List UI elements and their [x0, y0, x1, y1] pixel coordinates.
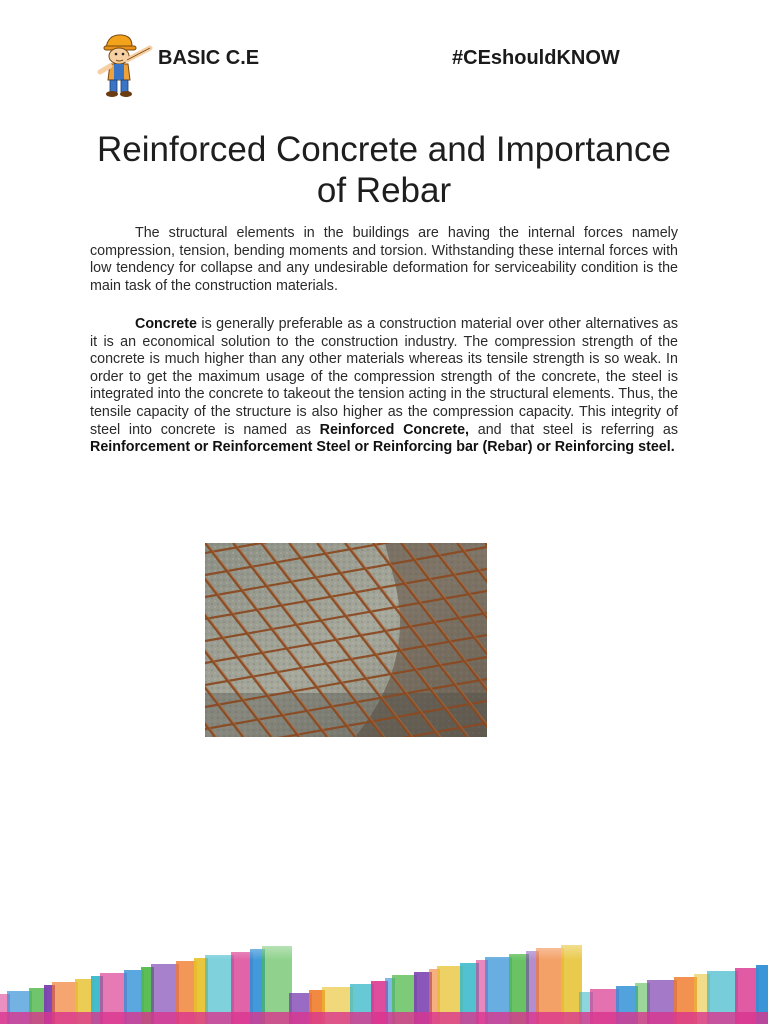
cartoon-engineer-hardhat-icon	[92, 32, 154, 98]
concrete-term: Concrete	[135, 316, 197, 332]
intro-paragraph: The structural elements in the buildings are having the internal forces namely compression, tension, bending moments and torsion. Withstanding these internal forces with low tendency for collapse and any undesirable deformation for serviceability condition is the main task of the construction materials.	[90, 225, 678, 294]
colorful-city-skyline-icon	[0, 920, 768, 1024]
reinforced-concrete-term: Reinforced Concrete,	[319, 421, 470, 438]
brand-name: BASIC C.E	[158, 47, 260, 69]
hashtag-label: #CEshouldKNOW	[452, 47, 620, 69]
paragraph-text: and that steel is referring as	[469, 421, 678, 438]
document-title: Reinforced Concrete and Importance of Rebar	[97, 130, 671, 210]
paragraph-text: is generally preferable as a construction material over other alternatives as it is an economical solution to the construction industry. The compression strength of the concrete is much higher than any other materials whereas its tensile strength is so weak. In order to get the maximum usage of the compression strength of the concrete, the steel is integrated into the concrete to takeout the tension acting in the structural elements. Thus, the tensile capacity of the structure is also higher as the compression capacity. This integrity of steel into concrete is named as	[90, 316, 678, 438]
rebar-mesh-concrete-photo	[205, 543, 487, 737]
concrete-paragraph	[90, 316, 678, 457]
rebar-terms: Reinforcement or Reinforcement Steel or Reinforcing bar (Rebar) or Reinforcing steel.	[90, 439, 675, 456]
